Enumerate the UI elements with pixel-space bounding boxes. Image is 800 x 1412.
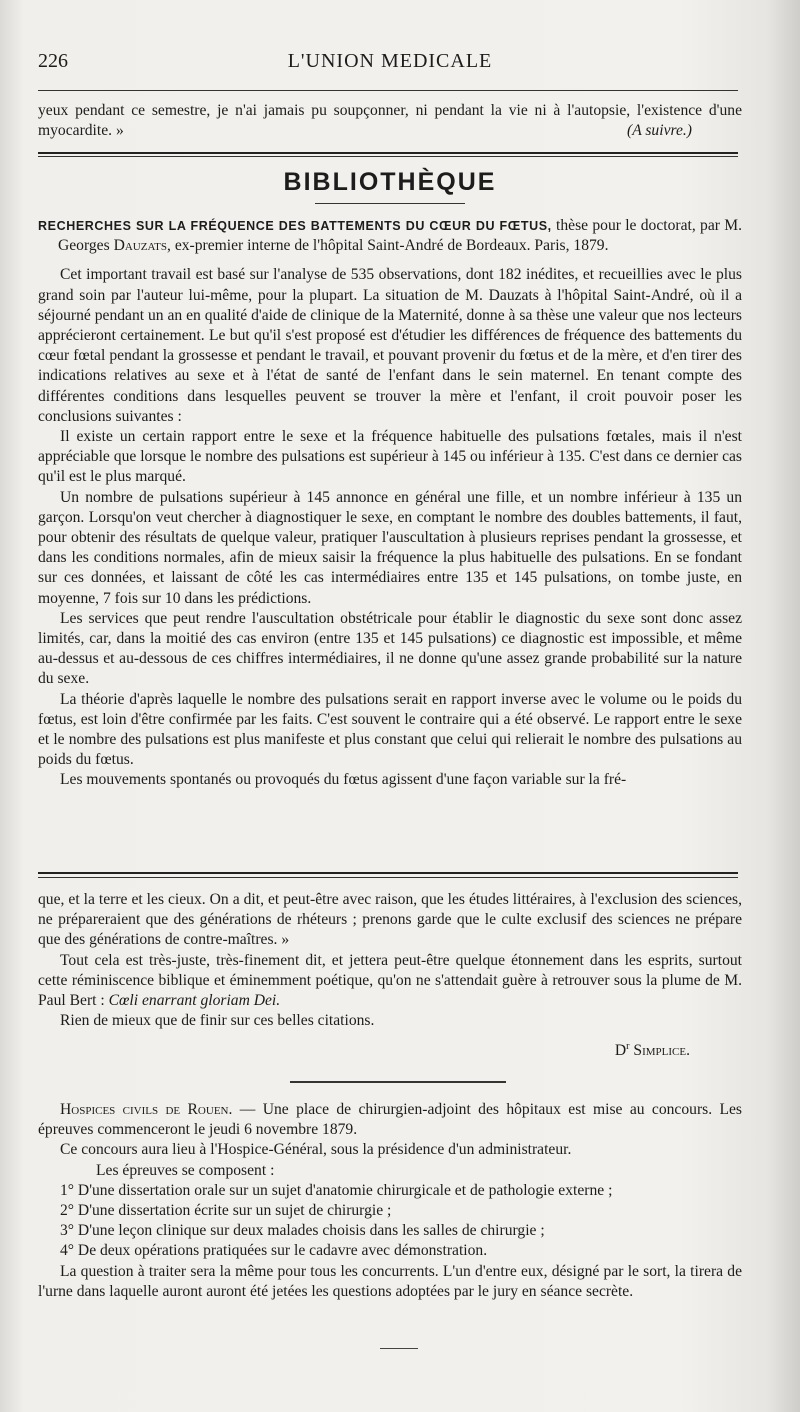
lede-title: RECHERCHES SUR LA FRÉQUENCE DES BATTEMENTS DU CŒUR DU FŒTUS,	[38, 219, 552, 233]
hospices-announcement: Hospices civils de Rouen. — Une place de chirurgien-adjoint des hôpitaux est mise au concours. Les épreuves commenceront le jeudi 6 novembre 1879.	[38, 1101, 742, 1139]
hospices-item: 1° D'une dissertation orale sur un sujet d'anatomie chirurgicale et de pathologie externe ;	[60, 1181, 613, 1199]
lede-end: , ex-premier interne de l'hôpital Saint-André de Bordeaux. Paris, 1879.	[167, 237, 609, 255]
hospices-item: 2° D'une dissertation écrite sur un sujet de chirurgie ;	[60, 1202, 392, 1220]
review-paragraph: Les services que peut rendre l'auscultation obstétricale pour établir le diagnostic du sexe sont donc assez limités, car, dans la moitié des cas environ (entre 135 et 145 pulsations) ce diagnostic est impossible, et même au-dessus et au-dessous de ces chiffres intermédiaires, il ne donne qu'une assez grande probabilité sur la nature du sexe.	[38, 609, 742, 688]
feuilleton-paragraph: Rien de mieux que de finir sur ces belles citations.	[60, 1012, 375, 1030]
hospices-paragraph: Ce concours aura lieu à l'Hospice-Général, sous la présidence d'un administrateur.	[60, 1141, 572, 1159]
feuilleton-paragraph: que, et la terre et les cieux. On a dit, et peut-être avec raison, que les études littéraires, à l'exclusion des sciences, ne prépareraient que des générations de rhéteurs ; prenons garde que le culte exclusif des sciences ne prépare que des générations de contre-maîtres. »	[38, 891, 742, 949]
fragment-text: yeux pendant ce semestre, je n'ai jamais pu soupçonner, ni pendant la vie ni à l'autopsie, l'existence d'une myocardite. »	[38, 102, 742, 140]
page-header	[38, 44, 742, 84]
continued-note: (A suivre.)	[627, 122, 692, 140]
section-title: BIBLIOTHÈQUE	[283, 168, 497, 196]
end-mark	[380, 1348, 418, 1349]
feuilleton-rule	[38, 872, 738, 874]
review-paragraph: Un nombre de pulsations supérieur à 145 annonce en général une fille, et un nombre inférieur à 135 un garçon. Lorsqu'on veut chercher à diagnostiquer le sexe, en comptant le nombre des doubles battements, il faut, pour obtenir des résultats de quelque valeur, pratiquer l'auscultation à plusieurs reprises pendant la grossesse, et dans les conditions normales, afin de mieux saisir la fréquence la plus habituelle des pulsations. En se fondant sur ces données, et laissant de côté les cas intermédiaires entre 135 et 145 pulsations, on tombe juste, en moyenne, 7 fois sur 10 dans les prédictions.	[38, 488, 742, 607]
feuilleton-section	[38, 890, 742, 1062]
review-paragraph: Les mouvements spontanés ou provoqués du fœtus agissent d'une façon variable sur la fré-	[60, 771, 627, 789]
lede-paragraph	[38, 216, 742, 256]
journal-title: L'UNION MEDICALE	[287, 50, 493, 72]
feuilleton-paragraph: Tout cela est très-juste, très-finement dit, et jettera peut-être quelque étonnement dans les esprits, surtout cette réminiscence biblique et éminemment poétique, qu'on ne s'attendait guère à retrouver sous la plume de M. Paul Bert : Cœli enarrant gloriam Dei.	[38, 951, 742, 1010]
review-paragraph: Cet important travail est basé sur l'analyse de 535 observations, dont 182 inédites, et recueillies avec le plus grand soin par l'auteur lui-même, pour la plupart. La situation de M. Dauzats à l'hôpital Saint-André, où il a séjourné pendant un an en qualité d'aide de clinique de la Maternité, donne à sa thèse une valeur que nos lecteurs apprécieront certainement. Le but qu'il s'est proposé est d'étudier les différences de fréquence des battements du cœur fœtal pendant la grossesse et pendant le travail, et pouvant provenir du fœtus et de la mère, et d'en tirer des indications relatives au sexe et à l'état de santé de l'enfant dans le sein maternel. En tenant compte des différentes conditions dans lesquelles peuvent se trouver la mère et l'enfant, il croit pouvoir poser les conclusions suivantes :	[38, 266, 742, 425]
review-paragraph: Il existe un certain rapport entre le sexe et la fréquence habituelle des pulsations fœtales, mais il n'est appréciable que lorsque le nombre des pulsations est supérieur à 145 ou inférieur à 135. C'est dans ce dernier cas qu'il est le plus marqué.	[38, 428, 742, 486]
author-name: Dauzats	[113, 237, 168, 255]
page-number: 226	[38, 50, 68, 72]
section-rule-thin	[38, 156, 738, 157]
header-rule	[38, 90, 738, 91]
section-divider	[290, 1081, 506, 1083]
hospices-intro: Les épreuves se composent :	[96, 1161, 275, 1179]
lede-rest: thèse pour le doctorat, par M. Georges	[58, 217, 742, 255]
section-rule-top	[38, 152, 738, 154]
hospices-section	[38, 1100, 742, 1302]
latin-quote: Cœli enarrant gloriam Dei.	[108, 992, 281, 1010]
title-underline	[315, 203, 465, 204]
bibliotheque-section	[38, 168, 742, 791]
signature: $D^r$ Simplice.	[614, 1041, 690, 1060]
hospices-heading: Hospices civils de Rouen.	[60, 1101, 233, 1118]
review-paragraph: La théorie d'après laquelle le nombre des pulsations serait en rapport inverse avec le volume ou le poids du fœtus, est loin d'être confirmée par les faits. C'est souvent le contraire qui a été observé. Le rapport entre le sexe et le nombre des pulsations est plus manifeste et plus constant que celui qui relierait le nombre des pulsations au poids du fœtus.	[38, 690, 742, 769]
hospices-paragraph: La question à traiter sera la même pour tous les concurrents. L'un d'entre eux, désigné par le sort, la tirera de l'urne dans laquelle auront auront été jetées les questions adoptées par le jury en séance secrète.	[38, 1262, 742, 1300]
hospices-item: 4° De deux opérations pratiquées sur le cadavre avec démonstration.	[60, 1242, 488, 1260]
hospices-item: 3° D'une leçon clinique sur deux malades choisis dans les salles de chirurgie ;	[60, 1222, 545, 1240]
feuilleton-rule-thin	[38, 877, 738, 878]
top-fragment	[38, 101, 742, 142]
review-body	[38, 265, 742, 790]
